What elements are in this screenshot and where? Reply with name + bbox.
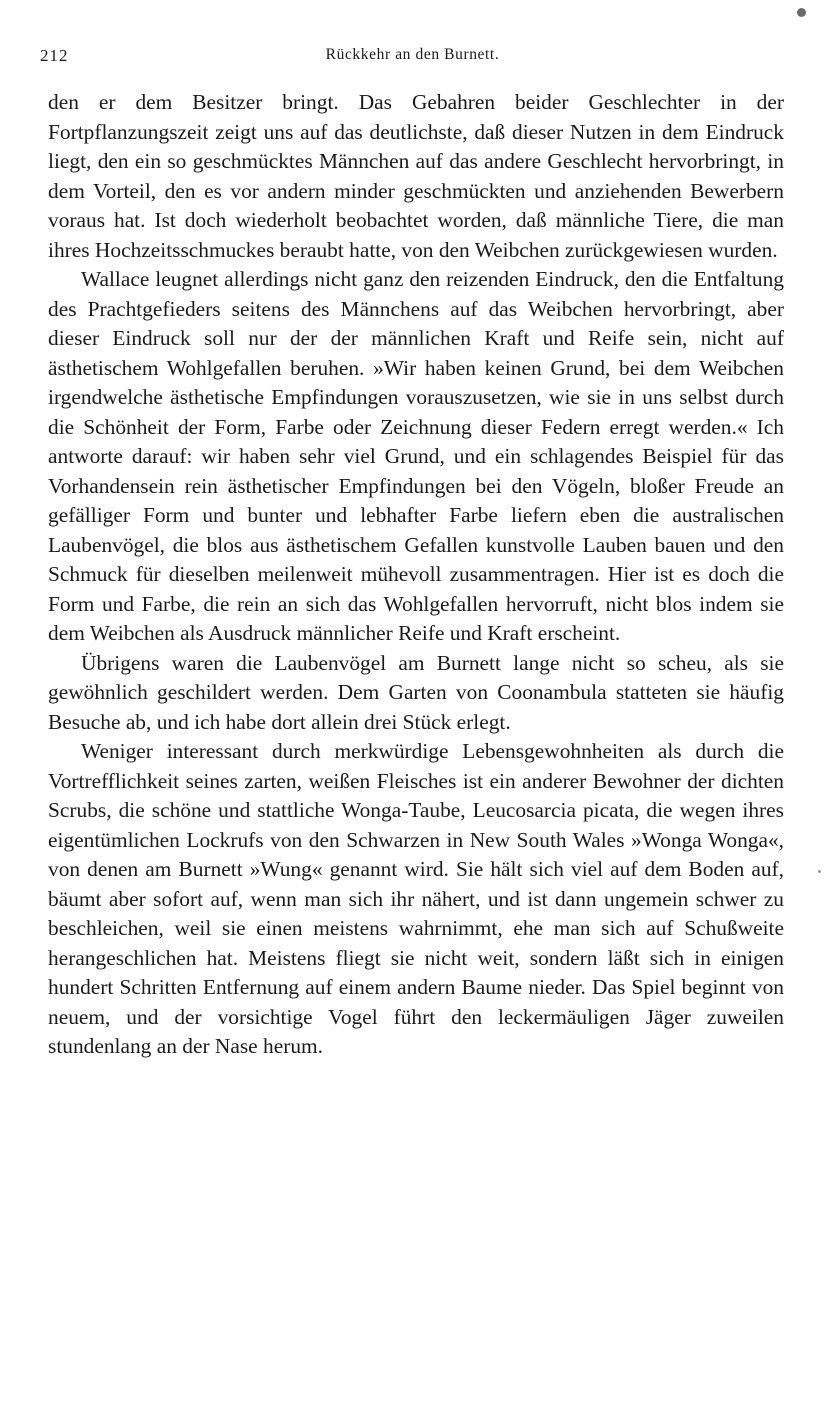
paragraph-1: den er dem Besitzer bringt. Das Gebahren beider Geschlechter in der Fortpflanzungszeit zeigt uns auf das deutlichste, daß dieser Nutzen in dem Eindruck liegt, den ein so geschmücktes Männchen auf das andere Geschlecht hervorbringt, in dem Vorteil, den es vor andern minder geschmückten und anziehenden Bewerbern voraus hat. Ist doch wiederholt beobachtet worden, daß männliche Tiere, die man ihres Hochzeitsschmuckes beraubt hatte, von den Weibchen zurückgewiesen wurden.: [48, 90, 784, 262]
paragraph-2: Wallace leugnet allerdings nicht ganz den reizenden Eindruck, den die Entfaltung des Prachtgefieders seitens des Männchens auf das Weibchen hervorbringt, aber dieser Eindruck soll nur der der männlichen Kraft und Reife sein, nicht auf ästhetischem Wohlgefallen beruhen. »Wir haben keinen Grund, bei dem Weibchen irgendwelche ästhetische Empfindungen vorauszusetzen, wie sie in uns selbst durch die Schönheit der Form, Farbe oder Zeichnung dieser Federn erregt werden.« Ich antworte darauf: wir haben sehr viel Grund, und ein schlagendes Beispiel für das Vorhandensein rein ästhetischer Empfindungen bei den Vögeln, bloßer Freude an gefälliger Form und bunter und lebhafter Farbe liefern eben die australischen Laubenvögel, die blos aus ästhetischem Gefallen kunstvolle Lauben bauen und den Schmuck für dieselben meilenweit mühevoll zusammentragen. Hier ist es doch die Form und Farbe, die rein an sich das Wohlgefallen hervorruft, nicht blos indem sie dem Weibchen als Ausdruck männlicher Reife und Kraft erscheint.: [48, 267, 784, 645]
ink-dot: [797, 8, 806, 17]
running-head: Rückkehr an den Burnett.: [325, 46, 500, 63]
paragraph-4: Weniger interessant durch merkwürdige Lebensgewohnheiten als durch die Vortrefflichkeit seines zarten, weißen Fleisches ist ein anderer Bewohner der dichten Scrubs, die schöne und stattliche Wonga-Taube, Leucosarcia picata, die wegen ihres eigentümlichen Lockrufs von den Schwarzen in New South Wales »Wonga Wonga«, von denen am Burnett »Wung« genannt wird. Sie hält sich viel auf dem Boden auf, bäumt aber sofort auf, wenn man sich ihr nähert, und ist dann ungemein schwer zu beschleichen, weil sie einen meistens wahrnimmt, ehe man sich auf Schußweite herangeschlichen hat. Meistens fliegt sie nicht weit, sondern läßt sich in einigen hundert Schritten Entfernung auf einem andern Baume nieder. Das Spiel beginnt von neuem, und der vorsichtige Vogel führt den leckermäuligen Jäger zuweilen stundenlang an der Nase herum.: [48, 739, 784, 1058]
ink-speck: [818, 870, 821, 873]
paragraph-3: Übrigens waren die Laubenvögel am Burnett lange nicht so scheu, als sie gewöhnlich geschildert werden. Dem Garten von Coonambula statteten sie häufig Besuche ab, und ich habe dort allein drei Stück erlegt.: [48, 650, 784, 734]
page-header: [40, 46, 785, 70]
page-number: 212: [40, 46, 69, 65]
body-text: [48, 88, 784, 1062]
